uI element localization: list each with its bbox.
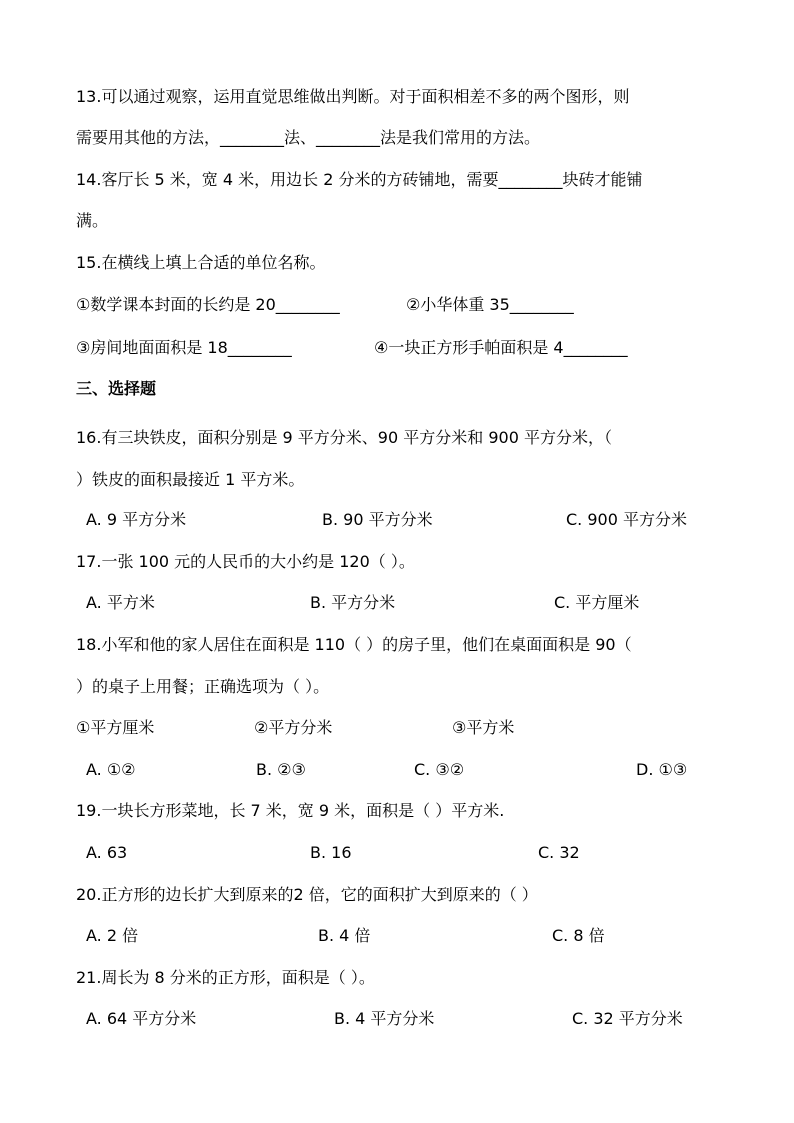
q15-item-1: ①数学课本封面的长约是 20________	[76, 295, 340, 314]
q18-choice-3: ③平方米	[452, 718, 515, 737]
q18-line2: ）的桌子上用餐；正确选项为（ ）。	[76, 677, 330, 696]
q15-item-2: ②小华体重 35________	[406, 295, 574, 314]
q21-line1: 21.周长为 8 分米的正方形，面积是（ ）。	[76, 968, 375, 987]
q21-option-b: B. 4 平方分米	[334, 1009, 435, 1028]
q18-choice-1: ①平方厘米	[76, 718, 155, 737]
q16-option-c: C. 900 平方分米	[566, 510, 687, 529]
q16-line2: ）铁皮的面积最接近 1 平方米。	[76, 470, 305, 489]
q13-line2: 需要用其他的方法，________法、________法是我们常用的方法。	[76, 128, 541, 147]
q20-option-b: B. 4 倍	[318, 926, 371, 945]
q17-option-c: C. 平方厘米	[554, 593, 640, 612]
q18-option-b: B. ②③	[256, 760, 306, 779]
q13-line1: 13.可以通过观察，运用直觉思维做出判断。对于面积相差不多的两个图形，则	[76, 87, 630, 106]
q21-option-a: A. 64 平方分米	[86, 1009, 197, 1028]
q18-option-a: A. ①②	[86, 760, 136, 779]
q15-line1: 15.在横线上填上合适的单位名称。	[76, 253, 326, 272]
q18-option-c: C. ③②	[414, 760, 465, 779]
q18-choice-2: ②平方分米	[254, 718, 333, 737]
q17-option-b: B. 平方分米	[310, 593, 396, 612]
q15-item-4: ④一块正方形手帕面积是 4________	[374, 338, 628, 357]
q19-option-b: B. 16	[310, 843, 352, 862]
q14-line2: 满。	[76, 211, 109, 230]
q18-option-d: D. ①③	[636, 760, 688, 779]
q18-line1: 18.小军和他的家人居住在面积是 110（ ）的房子里，他们在桌面面积是 90（	[76, 635, 632, 654]
q17-option-a: A. 平方米	[86, 593, 155, 612]
section-heading: 三、选择题	[76, 379, 157, 398]
q19-option-a: A. 63	[86, 843, 128, 862]
q20-option-c: C. 8 倍	[552, 926, 605, 945]
q21-option-c: C. 32 平方分米	[572, 1009, 683, 1028]
q19-line1: 19.一块长方形菜地，长 7 米，宽 9 米，面积是（ ）平方米.	[76, 801, 505, 820]
q14-line1: 14.客厅长 5 米，宽 4 米，用边长 2 分米的方砖铺地，需要________块砖才能铺	[76, 170, 643, 189]
q15-item-3: ③房间地面面积是 18________	[76, 338, 292, 357]
q20-line1: 20.正方形的边长扩大到原来的2 倍，它的面积扩大到原来的（ ）	[76, 885, 538, 904]
q20-option-a: A. 2 倍	[86, 926, 139, 945]
q16-option-b: B. 90 平方分米	[322, 510, 433, 529]
q17-line1: 17.一张 100 元的人民币的大小约是 120（ ）。	[76, 552, 415, 571]
q19-option-c: C. 32	[538, 843, 580, 862]
q16-line1: 16.有三块铁皮，面积分别是 9 平方分米、90 平方分米和 900 平方分米，（	[76, 428, 612, 447]
q16-option-a: A. 9 平方分米	[86, 510, 187, 529]
